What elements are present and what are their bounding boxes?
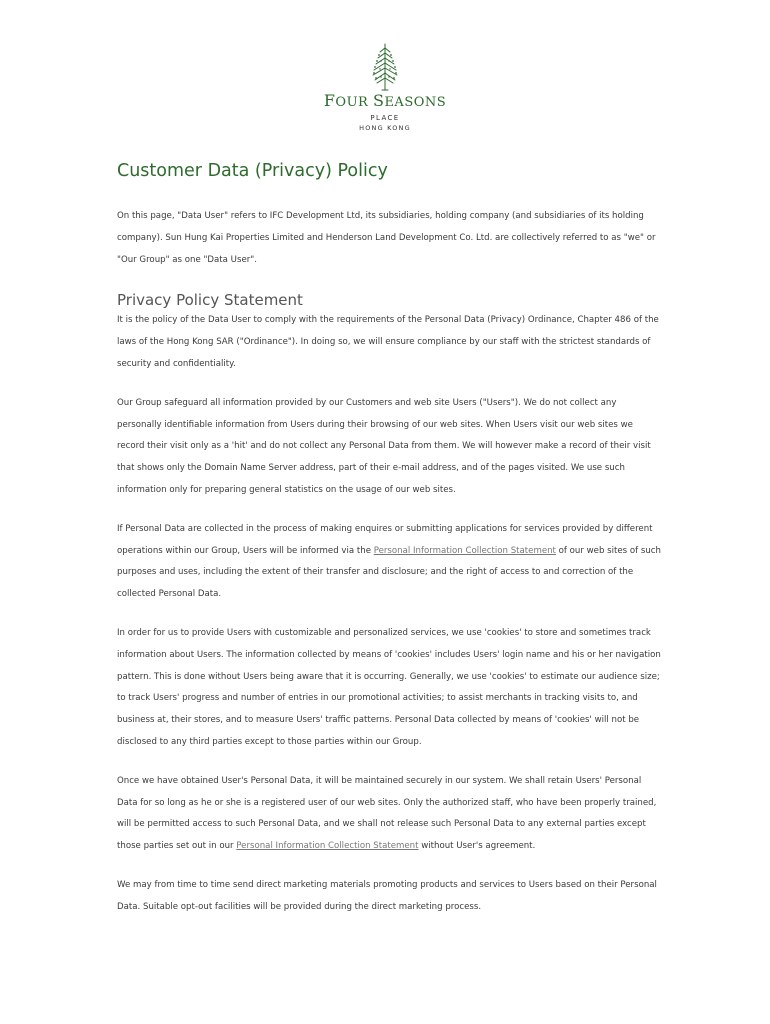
- pics-link-2[interactable]: Personal Information Collection Statement: [236, 841, 419, 852]
- policy-paragraph-5: Once we have obtained User's Personal Data, it will be maintained securely in our system. We shall retain Users' Personal Data for so long as he or she is a registered user of our web sites. Only the authorized staff, who have been properly trained, will be permitted access to such Personal Data, and we shall not release such Personal Data to any external parties except those parties set out in our Personal Information Collection Statement without User's agreement.: [117, 775, 657, 852]
- intro-paragraph: On this page, "Data User" refers to IFC Development Ltd, its subsidiaries, holding company (and subsidiaries of its holding company). Sun Hung Kai Properties Limited and Henderson Land Development Co. Ltd. are collectively referred to as "we" or "Our Group" as one "Data User".: [117, 211, 656, 265]
- brand-city: HONG KONG: [359, 124, 411, 132]
- policy-paragraph-1: It is the policy of the Data User to comply with the requirements of the Personal Data (Privacy) Ordinance, Chapter 486 of the laws of the Hong Kong SAR ("Ordinance"). In doing so, we will ensure compliance by our staff with the strictest standards of security and confidentiality.: [117, 315, 659, 369]
- policy-paragraph-2: Our Group safeguard all information provided by our Customers and web site Users ("Users"). We do not collect any personally identifiable information from Users during their browsing of our web sites. When Users visit our web sites we record their visit only as a 'hit' and do not collect any Personal Data from them. We will however make a record of their visit that shows only the Domain Name Server address, part of their e-mail address, and of the pages visited. We use such information only for preparing general statistics on the usage of our web sites.: [117, 397, 651, 495]
- policy-paragraph-4: In order for us to provide Users with customizable and personalized services, we use 'cookies' to store and sometimes track information about Users. The information collected by means of 'cookies' includes Users' login name and his or her navigation pattern. This is done without Users being aware that it is occurring. Generally, we use 'cookies' to estimate our audience size; to track Users' progress and number of entries in our promotional activities; to assist merchants in tracking visits to, and business at, their stores, and to measure Users' traffic patterns. Personal Data collected by means of 'cookies' will not be disclosed to any third parties except to those parties within our Group.: [117, 627, 661, 747]
- policy-paragraph-3: If Personal Data are collected in the process of making enquires or submitting applications for services provided by different operations within our Group, Users will be informed via the Personal Information Collection Statement of our web sites of such purposes and uses, including the extent of their transfer and disclosure; and the right of access to and correction of the collected Personal Data.: [117, 523, 661, 600]
- page-title: Customer Data (Privacy) Policy: [117, 161, 388, 181]
- pics-link[interactable]: Personal Information Collection Statement: [373, 545, 556, 556]
- four-seasons-logo: [0, 42, 770, 133]
- pine-tree-icon: [365, 42, 405, 92]
- policy-paragraph-6: We may from time to time send direct marketing materials promoting products and services to Users based on their Personal Data. Suitable opt-out facilities will be provided during the direct marketing process.: [117, 879, 657, 912]
- brand-place: PLACE: [370, 114, 400, 122]
- section-title: Privacy Policy Statement: [117, 291, 303, 310]
- brand-name: FOUR SEASONS: [323, 91, 447, 110]
- policy-content: [117, 158, 662, 936]
